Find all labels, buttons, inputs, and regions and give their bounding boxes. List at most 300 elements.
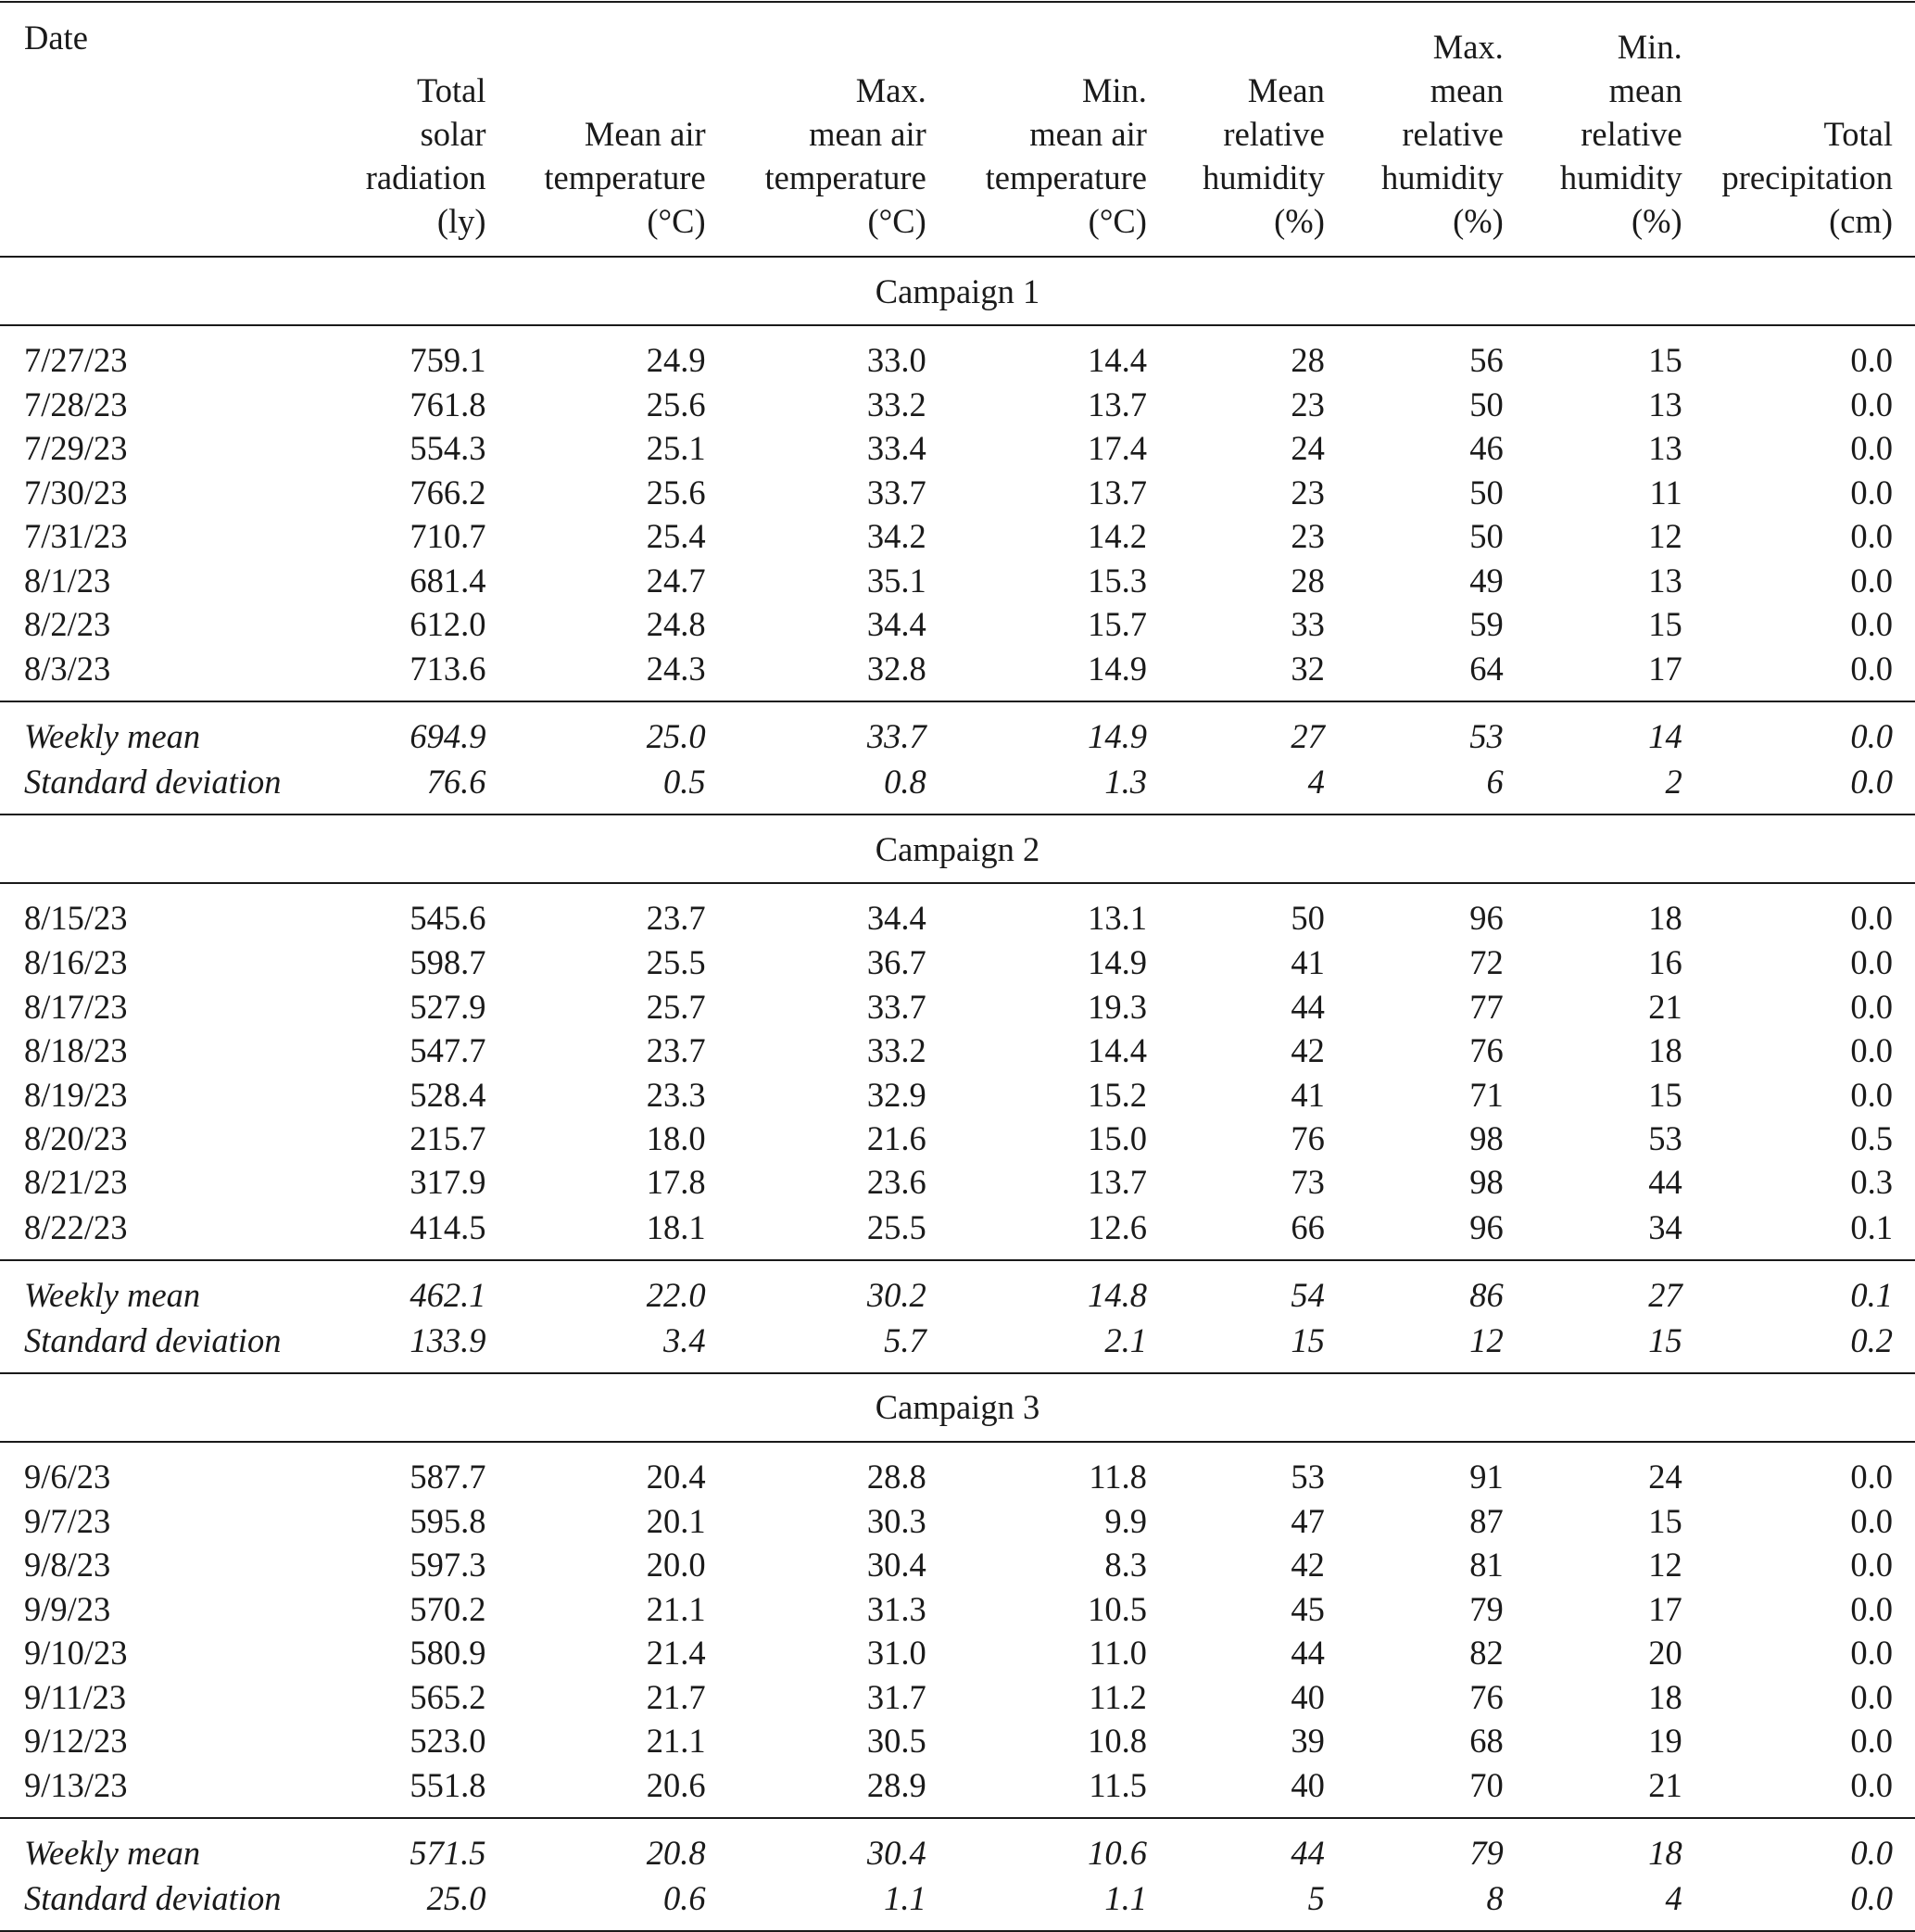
value-cell-total-precipitation: 0.2 — [1850, 1320, 1893, 1359]
row-label-cell: 8/19/23 — [24, 1075, 128, 1114]
value-cell-mean-relative-humidity: 33 — [1291, 605, 1325, 644]
column-header-date — [0, 2, 317, 257]
column-header-line: Max. — [855, 71, 926, 109]
value-cell-max-mean-air-temperature: 32.8 — [866, 650, 926, 688]
value-cell-max-mean-air-temperature: 31.0 — [866, 1634, 926, 1673]
value-cell-max-mean-air-temperature: 33.2 — [866, 1031, 926, 1070]
column-unit: (°C) — [1088, 202, 1147, 240]
value-cell-max-mean-relative-humidity: 77 — [1469, 987, 1504, 1026]
value-cell-total-solar-radiation: 528.4 — [409, 1075, 486, 1114]
column-header-line: mean air — [1029, 115, 1147, 153]
value-cell-min-mean-air-temperature: 15.2 — [1088, 1075, 1147, 1114]
table-row — [0, 1762, 1915, 1818]
value-cell-total-solar-radiation: 571.5 — [317, 1818, 486, 1875]
value-cell-max-mean-air-temperature: 28.8 — [866, 1457, 926, 1496]
row-label-cell: 9/8/23 — [24, 1546, 111, 1585]
value-cell-min-mean-air-temperature: 13.7 — [1088, 1163, 1147, 1202]
value-cell-total-solar-radiation: 570.2 — [409, 1589, 486, 1628]
value-cell-max-mean-relative-humidity: 87 — [1469, 1501, 1504, 1540]
value-cell-max-mean-relative-humidity: 82 — [1469, 1634, 1504, 1673]
value-cell-min-mean-relative-humidity: 44 — [1648, 1163, 1682, 1202]
value-cell-min-mean-relative-humidity: 16 — [1648, 943, 1682, 982]
value-cell-mean-relative-humidity: 4 — [1307, 763, 1325, 802]
value-cell-mean-air-temperature: 20.1 — [646, 1501, 706, 1540]
value-cell-mean-air-temperature: 17.8 — [646, 1163, 706, 1202]
value-cell-mean-air-temperature: 24.7 — [646, 561, 706, 600]
weekly-mean-row — [0, 1818, 1915, 1875]
value-cell-max-mean-relative-humidity: 86 — [1325, 1260, 1504, 1318]
table-row — [0, 1587, 1915, 1631]
value-cell-mean-relative-humidity: 27 — [1147, 701, 1325, 759]
table-row — [0, 383, 1915, 426]
column-header-line: relative — [1581, 115, 1682, 153]
value-cell-total-precipitation: 0.0 — [1850, 1766, 1893, 1805]
table-row — [0, 514, 1915, 558]
value-cell-min-mean-air-temperature: 14.9 — [1088, 943, 1147, 982]
table-row — [0, 1543, 1915, 1586]
table-row — [0, 646, 1915, 701]
value-cell-mean-relative-humidity: 39 — [1291, 1721, 1325, 1760]
column-header-line: precipitation — [1721, 158, 1893, 196]
column-unit: (%) — [1453, 202, 1504, 240]
table-header — [0, 2, 1915, 257]
value-cell-max-mean-relative-humidity: 46 — [1469, 429, 1504, 468]
weekly-mean-row — [0, 701, 1915, 759]
value-cell-total-solar-radiation: 25.0 — [317, 1875, 486, 1931]
row-label-cell: 8/3/23 — [24, 650, 111, 688]
value-cell-min-mean-relative-humidity: 18 — [1504, 1818, 1682, 1875]
column-header-mean-relative-humidity — [1147, 2, 1325, 257]
value-cell-min-mean-air-temperature: 15.0 — [1088, 1119, 1147, 1158]
value-cell-min-mean-relative-humidity: 11 — [1649, 473, 1682, 511]
value-cell-total-solar-radiation: 551.8 — [409, 1766, 486, 1805]
table-row — [0, 941, 1915, 984]
table-row — [0, 1205, 1915, 1260]
column-unit: (°C) — [647, 202, 706, 240]
value-cell-max-mean-air-temperature: 30.3 — [866, 1501, 926, 1540]
value-cell-mean-relative-humidity: 40 — [1291, 1677, 1325, 1716]
value-cell-mean-relative-humidity: 23 — [1291, 385, 1325, 423]
value-cell-total-precipitation: 0.0 — [1850, 650, 1893, 688]
value-cell-max-mean-relative-humidity: 8 — [1325, 1875, 1504, 1931]
row-label-cell: Standard deviation — [24, 1320, 282, 1359]
value-cell-total-precipitation: 0.0 — [1850, 1546, 1893, 1585]
value-cell-mean-air-temperature: 23.7 — [646, 1031, 706, 1070]
value-cell-min-mean-relative-humidity: 15 — [1648, 1320, 1682, 1359]
value-cell-total-precipitation: 0.0 — [1850, 1677, 1893, 1716]
value-cell-mean-air-temperature: 0.6 — [486, 1875, 706, 1931]
value-cell-max-mean-air-temperature: 30.4 — [866, 1546, 926, 1585]
value-cell-total-precipitation: 0.0 — [1850, 517, 1893, 556]
value-cell-total-solar-radiation: 462.1 — [317, 1260, 486, 1318]
value-cell-total-solar-radiation: 545.6 — [409, 899, 486, 938]
value-cell-min-mean-relative-humidity: 24 — [1648, 1457, 1682, 1496]
value-cell-max-mean-relative-humidity: 70 — [1469, 1766, 1504, 1805]
value-cell-min-mean-air-temperature: 11.5 — [1089, 1766, 1147, 1805]
value-cell-total-solar-radiation: 565.2 — [409, 1677, 486, 1716]
column-header-line: temperature — [544, 158, 706, 196]
table-row — [0, 1499, 1915, 1543]
value-cell-min-mean-relative-humidity: 21 — [1648, 987, 1682, 1026]
table-row — [0, 1029, 1915, 1072]
value-cell-total-solar-radiation: 681.4 — [409, 561, 486, 600]
value-cell-total-precipitation: 0.0 — [1850, 1634, 1893, 1673]
table-row — [0, 1631, 1915, 1674]
value-cell-min-mean-air-temperature: 1.3 — [1104, 763, 1147, 802]
row-label-cell: 8/18/23 — [24, 1031, 128, 1070]
row-label-cell: Standard deviation — [24, 763, 282, 802]
value-cell-max-mean-relative-humidity: 50 — [1469, 517, 1504, 556]
value-cell-max-mean-relative-humidity: 81 — [1469, 1546, 1504, 1585]
value-cell-min-mean-relative-humidity: 17 — [1648, 650, 1682, 688]
row-label-cell: 8/15/23 — [24, 899, 128, 938]
value-cell-mean-relative-humidity: 23 — [1291, 473, 1325, 511]
value-cell-min-mean-relative-humidity: 12 — [1648, 517, 1682, 556]
column-header-line: Mean — [1247, 71, 1325, 109]
table-row — [0, 1675, 1915, 1719]
value-cell-mean-air-temperature: 24.8 — [646, 605, 706, 644]
value-cell-mean-relative-humidity: 5 — [1147, 1875, 1325, 1931]
value-cell-total-precipitation: 0.1 — [1682, 1260, 1915, 1318]
value-cell-max-mean-relative-humidity: 76 — [1469, 1677, 1504, 1716]
column-header-line: mean — [1430, 71, 1504, 109]
value-cell-max-mean-relative-humidity: 72 — [1469, 943, 1504, 982]
value-cell-total-solar-radiation: 713.6 — [409, 650, 486, 688]
value-cell-total-precipitation: 0.0 — [1850, 763, 1893, 802]
row-label-cell: 7/29/23 — [24, 429, 128, 468]
value-cell-min-mean-relative-humidity: 13 — [1648, 561, 1682, 600]
campaign-title: Campaign 3 — [0, 1373, 1915, 1442]
value-cell-min-mean-air-temperature: 10.5 — [1088, 1589, 1147, 1628]
value-cell-max-mean-air-temperature: 33.7 — [866, 473, 926, 511]
value-cell-max-mean-air-temperature: 30.2 — [706, 1260, 926, 1318]
value-cell-max-mean-air-temperature: 28.9 — [866, 1766, 926, 1805]
value-cell-max-mean-relative-humidity: 50 — [1469, 385, 1504, 423]
column-header-min-mean-relative-humidity — [1504, 2, 1682, 257]
column-unit: (%) — [1274, 202, 1325, 240]
table-row — [0, 559, 1915, 602]
value-cell-max-mean-air-temperature: 33.7 — [866, 987, 926, 1026]
value-cell-mean-air-temperature: 25.1 — [646, 429, 706, 468]
value-cell-max-mean-air-temperature: 31.7 — [866, 1677, 926, 1716]
value-cell-max-mean-air-temperature: 33.0 — [866, 340, 926, 379]
row-label-cell: 8/22/23 — [24, 1207, 128, 1246]
column-header-line: relative — [1223, 115, 1325, 153]
value-cell-max-mean-relative-humidity: 79 — [1469, 1589, 1504, 1628]
column-unit: (°C) — [867, 202, 926, 240]
value-cell-total-solar-radiation: 580.9 — [409, 1634, 486, 1673]
value-cell-mean-air-temperature: 22.0 — [486, 1260, 706, 1318]
value-cell-max-mean-air-temperature: 34.2 — [866, 517, 926, 556]
value-cell-mean-air-temperature: 21.4 — [646, 1634, 706, 1673]
table-row — [0, 602, 1915, 646]
value-cell-min-mean-relative-humidity: 20 — [1648, 1634, 1682, 1673]
value-cell-mean-air-temperature: 25.4 — [646, 517, 706, 556]
value-cell-max-mean-air-temperature: 1.1 — [706, 1875, 926, 1931]
column-header-line: Date — [24, 19, 88, 57]
value-cell-max-mean-air-temperature: 23.6 — [866, 1163, 926, 1202]
value-cell-mean-relative-humidity: 24 — [1291, 429, 1325, 468]
value-cell-mean-air-temperature: 20.0 — [646, 1546, 706, 1585]
value-cell-min-mean-relative-humidity: 18 — [1648, 1031, 1682, 1070]
value-cell-min-mean-air-temperature: 15.3 — [1088, 561, 1147, 600]
value-cell-min-mean-air-temperature: 14.8 — [926, 1260, 1147, 1318]
value-cell-min-mean-air-temperature: 11.2 — [1089, 1677, 1147, 1716]
value-cell-mean-relative-humidity: 50 — [1291, 899, 1325, 938]
value-cell-mean-air-temperature: 23.7 — [646, 899, 706, 938]
value-cell-mean-relative-humidity: 44 — [1291, 987, 1325, 1026]
table-row — [0, 1160, 1915, 1204]
column-header-line: temperature — [764, 158, 926, 196]
value-cell-min-mean-air-temperature: 14.2 — [1088, 517, 1147, 556]
value-cell-min-mean-air-temperature: 14.9 — [1088, 650, 1147, 688]
value-cell-total-precipitation: 0.3 — [1850, 1163, 1893, 1202]
table-row — [0, 1719, 1915, 1762]
value-cell-min-mean-air-temperature: 19.3 — [1088, 987, 1147, 1026]
value-cell-total-solar-radiation: 694.9 — [317, 701, 486, 759]
column-header-total-precipitation — [1682, 2, 1915, 257]
value-cell-total-solar-radiation: 759.1 — [409, 340, 486, 379]
row-label-cell: 7/28/23 — [24, 385, 128, 423]
row-label-cell: 9/12/23 — [24, 1721, 128, 1760]
standard-deviation-row — [0, 759, 1915, 814]
value-cell-min-mean-relative-humidity: 2 — [1665, 763, 1682, 802]
value-cell-max-mean-relative-humidity: 64 — [1469, 650, 1504, 688]
column-header-line: Min. — [1617, 28, 1682, 66]
value-cell-mean-relative-humidity: 66 — [1291, 1207, 1325, 1246]
column-header-line: Total — [417, 71, 486, 109]
value-cell-total-solar-radiation: 612.0 — [409, 605, 486, 644]
value-cell-max-mean-air-temperature: 25.5 — [866, 1207, 926, 1246]
value-cell-min-mean-air-temperature: 10.6 — [926, 1818, 1147, 1875]
value-cell-max-mean-relative-humidity: 79 — [1325, 1818, 1504, 1875]
value-cell-max-mean-relative-humidity: 50 — [1469, 473, 1504, 511]
value-cell-max-mean-air-temperature: 5.7 — [884, 1320, 926, 1359]
campaign-section-heading — [0, 1373, 1915, 1442]
value-cell-mean-air-temperature: 20.4 — [646, 1457, 706, 1496]
value-cell-total-solar-radiation: 595.8 — [409, 1501, 486, 1540]
column-header-line: Mean air — [584, 115, 706, 153]
value-cell-mean-relative-humidity: 15 — [1291, 1320, 1325, 1359]
value-cell-max-mean-air-temperature: 31.3 — [866, 1589, 926, 1628]
table-row — [0, 1117, 1915, 1160]
value-cell-total-precipitation: 0.0 — [1850, 1589, 1893, 1628]
value-cell-total-solar-radiation: 598.7 — [409, 943, 486, 982]
value-cell-min-mean-relative-humidity: 27 — [1504, 1260, 1682, 1318]
column-unit: (ly) — [436, 202, 486, 240]
value-cell-total-solar-radiation: 215.7 — [409, 1119, 486, 1158]
value-cell-max-mean-air-temperature: 33.2 — [866, 385, 926, 423]
column-header-line: Min. — [1081, 71, 1147, 109]
column-header-line: relative — [1402, 115, 1504, 153]
value-cell-mean-relative-humidity: 47 — [1291, 1501, 1325, 1540]
value-cell-total-precipitation: 0.0 — [1850, 1075, 1893, 1114]
value-cell-mean-relative-humidity: 42 — [1291, 1546, 1325, 1585]
value-cell-min-mean-air-temperature: 1.1 — [926, 1875, 1147, 1931]
row-label-cell: Weekly mean — [0, 1818, 317, 1875]
value-cell-min-mean-relative-humidity: 18 — [1648, 1677, 1682, 1716]
value-cell-total-precipitation: 0.0 — [1850, 385, 1893, 423]
value-cell-total-precipitation: 0.0 — [1850, 473, 1893, 511]
value-cell-total-solar-radiation: 761.8 — [409, 385, 486, 423]
column-header-line: humidity — [1559, 158, 1682, 196]
value-cell-total-solar-radiation: 547.7 — [409, 1031, 486, 1070]
value-cell-min-mean-relative-humidity: 19 — [1648, 1721, 1682, 1760]
value-cell-mean-relative-humidity: 76 — [1291, 1119, 1325, 1158]
value-cell-min-mean-air-temperature: 14.4 — [1088, 340, 1147, 379]
value-cell-min-mean-air-temperature: 17.4 — [1088, 429, 1147, 468]
value-cell-max-mean-air-temperature: 36.7 — [866, 943, 926, 982]
value-cell-max-mean-relative-humidity: 76 — [1469, 1031, 1504, 1070]
value-cell-min-mean-relative-humidity: 21 — [1648, 1766, 1682, 1805]
value-cell-mean-relative-humidity: 53 — [1291, 1457, 1325, 1496]
value-cell-total-solar-radiation: 710.7 — [409, 517, 486, 556]
column-header-total-solar-radiation — [317, 2, 486, 257]
column-header-line: humidity — [1380, 158, 1504, 196]
value-cell-max-mean-relative-humidity: 49 — [1469, 561, 1504, 600]
campaign-title: Campaign 2 — [0, 814, 1915, 883]
value-cell-max-mean-relative-humidity: 56 — [1469, 340, 1504, 379]
value-cell-mean-air-temperature: 21.1 — [646, 1589, 706, 1628]
value-cell-total-precipitation: 0.0 — [1850, 1031, 1893, 1070]
value-cell-total-precipitation: 0.0 — [1682, 1875, 1915, 1931]
column-header-mean-air-temperature — [486, 2, 706, 257]
row-label-cell: 9/7/23 — [24, 1501, 111, 1540]
value-cell-min-mean-air-temperature: 15.7 — [1088, 605, 1147, 644]
value-cell-min-mean-air-temperature: 14.9 — [926, 701, 1147, 759]
weekly-mean-row — [0, 1260, 1915, 1318]
value-cell-mean-relative-humidity: 23 — [1291, 517, 1325, 556]
row-label-cell: 7/31/23 — [24, 517, 128, 556]
row-label-cell: 8/17/23 — [24, 987, 128, 1026]
value-cell-mean-air-temperature: 24.3 — [646, 650, 706, 688]
value-cell-total-precipitation: 0.0 — [1850, 987, 1893, 1026]
value-cell-max-mean-relative-humidity: 91 — [1469, 1457, 1504, 1496]
value-cell-min-mean-relative-humidity: 53 — [1648, 1119, 1682, 1158]
standard-deviation-row — [0, 1318, 1915, 1373]
row-label-cell: 8/16/23 — [24, 943, 128, 982]
value-cell-min-mean-air-temperature: 13.1 — [1088, 899, 1147, 938]
value-cell-mean-air-temperature: 23.3 — [646, 1075, 706, 1114]
value-cell-total-precipitation: 0.0 — [1850, 899, 1893, 938]
value-cell-min-mean-air-temperature: 10.8 — [1088, 1721, 1147, 1760]
table-row — [0, 426, 1915, 470]
value-cell-max-mean-air-temperature: 30.4 — [706, 1818, 926, 1875]
value-cell-total-precipitation: 0.0 — [1850, 561, 1893, 600]
value-cell-min-mean-relative-humidity: 12 — [1648, 1546, 1682, 1585]
value-cell-total-solar-radiation: 587.7 — [409, 1457, 486, 1496]
table-row — [0, 1073, 1915, 1117]
value-cell-min-mean-relative-humidity: 15 — [1648, 340, 1682, 379]
column-header-line: temperature — [985, 158, 1147, 196]
value-cell-min-mean-relative-humidity: 34 — [1648, 1207, 1682, 1246]
value-cell-max-mean-relative-humidity: 96 — [1469, 899, 1504, 938]
value-cell-mean-relative-humidity: 42 — [1291, 1031, 1325, 1070]
value-cell-max-mean-relative-humidity: 71 — [1469, 1075, 1504, 1114]
value-cell-mean-relative-humidity: 32 — [1291, 650, 1325, 688]
row-label-cell: 9/11/23 — [24, 1677, 127, 1716]
value-cell-mean-air-temperature: 0.5 — [663, 763, 706, 802]
campaign-title: Campaign 1 — [0, 257, 1915, 325]
value-cell-total-solar-radiation: 76.6 — [426, 763, 486, 802]
column-header-line: Max. — [1432, 28, 1504, 66]
column-header-min-mean-air-temperature — [926, 2, 1147, 257]
row-label-cell: Weekly mean — [0, 701, 317, 759]
table-row — [0, 471, 1915, 514]
row-label-cell: 8/2/23 — [24, 605, 111, 644]
header-row — [0, 2, 1915, 257]
value-cell-total-precipitation: 0.0 — [1682, 701, 1915, 759]
value-cell-max-mean-relative-humidity: 12 — [1469, 1320, 1504, 1359]
row-label-cell: Standard deviation — [0, 1875, 317, 1931]
value-cell-max-mean-air-temperature: 21.6 — [866, 1119, 926, 1158]
row-label-cell: 8/20/23 — [24, 1119, 128, 1158]
value-cell-min-mean-air-temperature: 8.3 — [1104, 1546, 1147, 1585]
value-cell-min-mean-air-temperature: 13.7 — [1088, 473, 1147, 511]
value-cell-total-solar-radiation: 414.5 — [409, 1207, 486, 1246]
column-unit: (cm) — [1829, 202, 1893, 240]
value-cell-min-mean-relative-humidity: 14 — [1504, 701, 1682, 759]
value-cell-max-mean-air-temperature: 30.5 — [866, 1721, 926, 1760]
column-header-line: Total — [1823, 115, 1893, 153]
column-header-line: radiation — [365, 158, 486, 196]
weather-data-table — [0, 1, 1915, 1932]
value-cell-mean-air-temperature: 25.6 — [646, 385, 706, 423]
column-header-line: mean — [1608, 71, 1682, 109]
value-cell-total-solar-radiation: 766.2 — [409, 473, 486, 511]
row-label-cell: Weekly mean — [0, 1260, 317, 1318]
value-cell-mean-relative-humidity: 40 — [1291, 1766, 1325, 1805]
table-body — [0, 257, 1915, 1931]
value-cell-total-precipitation: 0.0 — [1682, 1818, 1915, 1875]
value-cell-total-solar-radiation: 133.9 — [409, 1320, 486, 1359]
value-cell-total-solar-radiation: 597.3 — [409, 1546, 486, 1585]
table-row — [0, 883, 1915, 941]
value-cell-total-precipitation: 0.0 — [1850, 340, 1893, 379]
value-cell-max-mean-relative-humidity: 96 — [1469, 1207, 1504, 1246]
row-label-cell: 9/10/23 — [24, 1634, 128, 1673]
value-cell-total-precipitation: 0.0 — [1850, 1501, 1893, 1540]
value-cell-max-mean-relative-humidity: 59 — [1469, 605, 1504, 644]
value-cell-mean-air-temperature: 18.1 — [646, 1207, 706, 1246]
value-cell-min-mean-air-temperature: 2.1 — [1104, 1320, 1147, 1359]
column-header-max-mean-air-temperature — [706, 2, 926, 257]
value-cell-max-mean-air-temperature: 35.1 — [866, 561, 926, 600]
value-cell-min-mean-relative-humidity: 17 — [1648, 1589, 1682, 1628]
value-cell-total-precipitation: 0.0 — [1850, 1721, 1893, 1760]
value-cell-total-precipitation: 0.0 — [1850, 429, 1893, 468]
row-label-cell: 9/9/23 — [24, 1589, 111, 1628]
value-cell-max-mean-relative-humidity: 68 — [1469, 1721, 1504, 1760]
row-label-cell: 7/27/23 — [24, 340, 128, 379]
table-row — [0, 1442, 1915, 1499]
value-cell-total-solar-radiation: 317.9 — [409, 1163, 486, 1202]
value-cell-min-mean-relative-humidity: 15 — [1648, 605, 1682, 644]
campaign-section-heading — [0, 257, 1915, 325]
value-cell-mean-air-temperature: 25.0 — [486, 701, 706, 759]
column-header-line: humidity — [1203, 158, 1325, 196]
column-header-line: solar — [420, 115, 486, 153]
value-cell-max-mean-relative-humidity: 98 — [1469, 1163, 1504, 1202]
value-cell-total-solar-radiation: 523.0 — [409, 1721, 486, 1760]
value-cell-total-precipitation: 0.0 — [1850, 943, 1893, 982]
value-cell-max-mean-air-temperature: 34.4 — [866, 899, 926, 938]
value-cell-mean-relative-humidity: 28 — [1291, 340, 1325, 379]
value-cell-min-mean-relative-humidity: 13 — [1648, 385, 1682, 423]
value-cell-min-mean-relative-humidity: 13 — [1648, 429, 1682, 468]
row-label-cell: 8/21/23 — [24, 1163, 128, 1202]
value-cell-total-precipitation: 0.0 — [1850, 1457, 1893, 1496]
